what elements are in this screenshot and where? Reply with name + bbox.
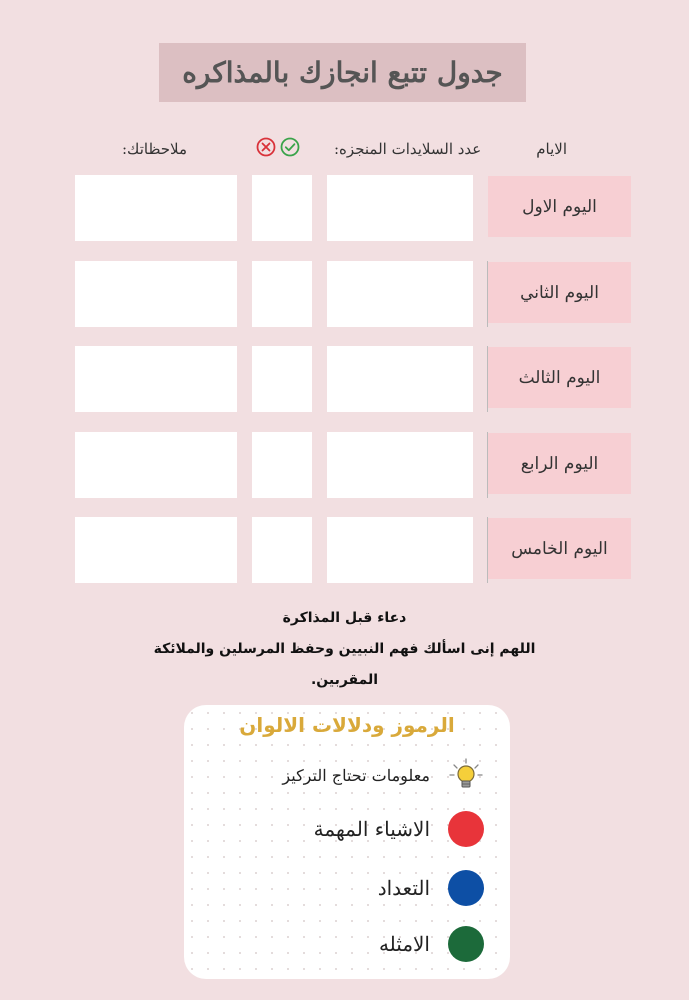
slides-column-header: عدد السلايدات المنجزه: bbox=[334, 140, 482, 158]
status-field[interactable] bbox=[252, 346, 312, 412]
notes-field[interactable] bbox=[75, 175, 237, 241]
page-title: جدول تتبع انجازك بالمذاكره bbox=[182, 56, 503, 89]
status-field[interactable] bbox=[252, 175, 312, 241]
check-circle-icon bbox=[280, 137, 300, 157]
day-row bbox=[0, 432, 689, 498]
title-banner bbox=[159, 43, 526, 102]
day-label: اليوم الخامس bbox=[511, 538, 608, 559]
green-dot-icon bbox=[448, 926, 484, 962]
day-row bbox=[0, 261, 689, 327]
status-field[interactable] bbox=[252, 517, 312, 583]
dua-line-2: المقربين. bbox=[310, 672, 379, 688]
day-row bbox=[0, 346, 689, 412]
day-row bbox=[0, 517, 689, 583]
legend-label: التعداد bbox=[377, 876, 430, 900]
day-label: اليوم الثالث bbox=[518, 367, 601, 388]
slides-count-field[interactable] bbox=[327, 432, 473, 498]
blue-dot-icon bbox=[448, 870, 484, 906]
day-label-box bbox=[488, 433, 631, 494]
day-row bbox=[0, 175, 689, 241]
lightbulb-icon bbox=[448, 757, 484, 793]
day-label-box bbox=[488, 347, 631, 408]
status-column-header bbox=[256, 137, 300, 157]
status-field[interactable] bbox=[252, 432, 312, 498]
day-label: اليوم الرابع bbox=[520, 453, 599, 474]
legend-item-focus bbox=[282, 757, 484, 793]
legend-item-enumeration bbox=[378, 870, 484, 906]
slides-count-field[interactable] bbox=[327, 175, 473, 241]
notes-field[interactable] bbox=[75, 517, 237, 583]
notes-field[interactable] bbox=[75, 261, 237, 327]
notes-column-header: ملاحظاتك: bbox=[122, 140, 188, 158]
status-field[interactable] bbox=[252, 261, 312, 327]
dua-heading: دعاء قبل المذاكرة bbox=[282, 610, 407, 626]
legend-label: الامثله bbox=[378, 932, 430, 956]
notes-field[interactable] bbox=[75, 346, 237, 412]
legend-item-important bbox=[314, 811, 484, 847]
red-dot-icon bbox=[448, 811, 484, 847]
legend-item-examples bbox=[379, 926, 484, 962]
days-column-header: الايام bbox=[536, 140, 567, 158]
day-label-box bbox=[488, 176, 631, 237]
day-label: اليوم الاول bbox=[522, 196, 597, 217]
day-label-box bbox=[488, 262, 631, 323]
legend-label: الاشياء المهمة bbox=[313, 817, 430, 841]
cross-circle-icon bbox=[256, 137, 276, 157]
slides-count-field[interactable] bbox=[327, 517, 473, 583]
slides-count-field[interactable] bbox=[327, 261, 473, 327]
dua-line-1: اللهم إنى اسألك فهم النبيين وحفظ المرسلين والملائكة bbox=[153, 641, 536, 657]
legend-card bbox=[184, 705, 510, 979]
slides-count-field[interactable] bbox=[327, 346, 473, 412]
day-label: اليوم الثاني bbox=[520, 282, 599, 303]
notes-field[interactable] bbox=[75, 432, 237, 498]
legend-title: الرموز ودلالات الالوان bbox=[239, 713, 455, 737]
legend-label: معلومات تحتاج التركيز bbox=[282, 765, 430, 785]
day-label-box bbox=[488, 518, 631, 579]
